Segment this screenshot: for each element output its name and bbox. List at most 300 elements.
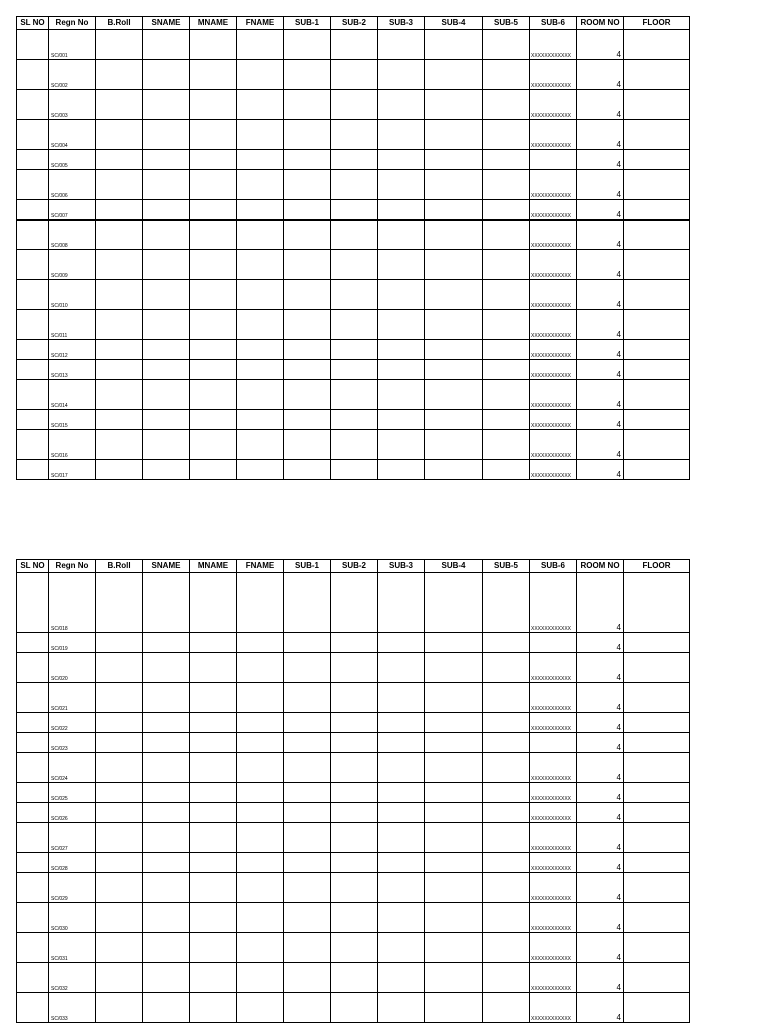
sub6-value: XXXXXXXXXXXX bbox=[531, 986, 572, 992]
cell-sub-2 bbox=[331, 150, 378, 170]
table-row bbox=[17, 653, 690, 683]
cell-mname bbox=[190, 733, 237, 753]
cell-b-roll bbox=[96, 823, 143, 853]
cell-fname bbox=[237, 633, 284, 653]
sub6-cell bbox=[530, 170, 577, 200]
cell-sub-2 bbox=[331, 993, 378, 1023]
cell-sub-3 bbox=[378, 250, 425, 280]
cell-sub-3 bbox=[378, 933, 425, 963]
cell-mname bbox=[190, 90, 237, 120]
cell-fname bbox=[237, 90, 284, 120]
sub6-value: XXXXXXXXXXXX bbox=[531, 423, 572, 429]
cell-fname bbox=[237, 933, 284, 963]
regn-no-cell: SC/016 bbox=[49, 430, 96, 460]
cell-sub-5 bbox=[483, 250, 530, 280]
cell-sub-1 bbox=[284, 573, 331, 633]
cell-sub-1 bbox=[284, 783, 331, 803]
cell-sub-2 bbox=[331, 803, 378, 823]
cell-floor bbox=[624, 823, 690, 853]
sub6-value: XXXXXXXXXXXX bbox=[531, 273, 572, 279]
cell-floor bbox=[624, 430, 690, 460]
cell-sub-4 bbox=[425, 633, 483, 653]
room-no-cell: 4 bbox=[577, 963, 624, 993]
col-header-sub-5: SUB-5 bbox=[483, 17, 530, 30]
table-row bbox=[17, 380, 690, 410]
table-row bbox=[17, 753, 690, 783]
cell-sl-no bbox=[17, 733, 49, 753]
cell-mname bbox=[190, 783, 237, 803]
sub6-cell bbox=[530, 430, 577, 460]
cell-floor bbox=[624, 963, 690, 993]
cell-sub-1 bbox=[284, 150, 331, 170]
cell-sub-3 bbox=[378, 310, 425, 340]
room-no-cell: 4 bbox=[577, 360, 624, 380]
table-row bbox=[17, 733, 690, 753]
sub6-cell bbox=[530, 963, 577, 993]
table-row bbox=[17, 200, 690, 220]
cell-fname bbox=[237, 753, 284, 783]
cell-sub-5 bbox=[483, 783, 530, 803]
cell-sub-2 bbox=[331, 200, 378, 220]
cell-sl-no bbox=[17, 903, 49, 933]
sub6-value: XXXXXXXXXXXX bbox=[531, 473, 572, 479]
cell-sl-no bbox=[17, 90, 49, 120]
cell-floor bbox=[624, 380, 690, 410]
cell-sub-2 bbox=[331, 310, 378, 340]
cell-sname bbox=[143, 410, 190, 430]
col-header-sub-3: SUB-3 bbox=[378, 17, 425, 30]
room-no-cell: 4 bbox=[577, 933, 624, 963]
cell-sl-no bbox=[17, 753, 49, 783]
table-row bbox=[17, 220, 690, 250]
cell-sname bbox=[143, 653, 190, 683]
cell-mname bbox=[190, 30, 237, 60]
cell-sub-4 bbox=[425, 90, 483, 120]
cell-sub-4 bbox=[425, 460, 483, 480]
sub6-cell bbox=[530, 573, 577, 633]
table-row bbox=[17, 853, 690, 873]
cell-fname bbox=[237, 430, 284, 460]
room-no-cell: 4 bbox=[577, 30, 624, 60]
cell-sub-1 bbox=[284, 963, 331, 993]
cell-sub-3 bbox=[378, 340, 425, 360]
cell-sub-3 bbox=[378, 280, 425, 310]
room-no-cell: 4 bbox=[577, 873, 624, 903]
room-no-cell: 4 bbox=[577, 460, 624, 480]
cell-sub-1 bbox=[284, 823, 331, 853]
header-row bbox=[17, 560, 690, 573]
table-row bbox=[17, 340, 690, 360]
student-table-1 bbox=[16, 16, 690, 480]
sub6-value: XXXXXXXXXXXX bbox=[531, 143, 572, 149]
cell-sl-no bbox=[17, 853, 49, 873]
sub6-cell bbox=[530, 853, 577, 873]
cell-mname bbox=[190, 903, 237, 933]
table-row bbox=[17, 823, 690, 853]
cell-mname bbox=[190, 280, 237, 310]
room-no-cell: 4 bbox=[577, 633, 624, 653]
room-no-cell: 4 bbox=[577, 993, 624, 1023]
regn-no-cell: SC/004 bbox=[49, 120, 96, 150]
cell-sl-no bbox=[17, 380, 49, 410]
cell-sub-3 bbox=[378, 993, 425, 1023]
cell-fname bbox=[237, 30, 284, 60]
cell-sl-no bbox=[17, 803, 49, 823]
cell-sub-3 bbox=[378, 963, 425, 993]
table-row bbox=[17, 90, 690, 120]
cell-sub-5 bbox=[483, 903, 530, 933]
cell-sub-2 bbox=[331, 633, 378, 653]
table-row bbox=[17, 783, 690, 803]
cell-sub-2 bbox=[331, 823, 378, 853]
cell-floor bbox=[624, 733, 690, 753]
cell-sub-3 bbox=[378, 60, 425, 90]
cell-sub-2 bbox=[331, 460, 378, 480]
cell-sub-5 bbox=[483, 90, 530, 120]
cell-b-roll bbox=[96, 220, 143, 250]
cell-sub-5 bbox=[483, 753, 530, 783]
cell-floor bbox=[624, 873, 690, 903]
cell-floor bbox=[624, 200, 690, 220]
cell-sl-no bbox=[17, 220, 49, 250]
cell-b-roll bbox=[96, 310, 143, 340]
cell-floor bbox=[624, 60, 690, 90]
cell-sub-4 bbox=[425, 993, 483, 1023]
sub6-cell bbox=[530, 903, 577, 933]
sub6-cell bbox=[530, 633, 577, 653]
cell-sl-no bbox=[17, 310, 49, 340]
cell-fname bbox=[237, 150, 284, 170]
room-no-cell: 4 bbox=[577, 783, 624, 803]
regn-no-cell: SC/031 bbox=[49, 933, 96, 963]
cell-sub-4 bbox=[425, 683, 483, 713]
cell-fname bbox=[237, 573, 284, 633]
cell-b-roll bbox=[96, 430, 143, 460]
regn-no-cell: SC/024 bbox=[49, 753, 96, 783]
room-no-cell: 4 bbox=[577, 200, 624, 220]
table-row bbox=[17, 170, 690, 200]
cell-fname bbox=[237, 733, 284, 753]
cell-sl-no bbox=[17, 633, 49, 653]
cell-b-roll bbox=[96, 380, 143, 410]
cell-sub-5 bbox=[483, 963, 530, 993]
cell-sub-2 bbox=[331, 60, 378, 90]
cell-sname bbox=[143, 733, 190, 753]
table-row bbox=[17, 713, 690, 733]
cell-sub-2 bbox=[331, 853, 378, 873]
cell-sname bbox=[143, 460, 190, 480]
cell-sub-3 bbox=[378, 653, 425, 683]
table-row bbox=[17, 903, 690, 933]
cell-sub-5 bbox=[483, 430, 530, 460]
table-row bbox=[17, 963, 690, 993]
table-row bbox=[17, 683, 690, 713]
cell-sub-1 bbox=[284, 903, 331, 933]
cell-b-roll bbox=[96, 683, 143, 713]
cell-sl-no bbox=[17, 823, 49, 853]
regn-no-cell: SC/013 bbox=[49, 360, 96, 380]
cell-sub-1 bbox=[284, 873, 331, 903]
cell-sub-3 bbox=[378, 853, 425, 873]
sub6-value: XXXXXXXXXXXX bbox=[531, 896, 572, 902]
cell-sub-4 bbox=[425, 963, 483, 993]
sub6-cell bbox=[530, 783, 577, 803]
col-header-sub-6: SUB-6 bbox=[530, 17, 577, 30]
cell-sub-1 bbox=[284, 993, 331, 1023]
cell-sub-2 bbox=[331, 90, 378, 120]
sub6-value: XXXXXXXXXXXX bbox=[531, 706, 572, 712]
table-row bbox=[17, 410, 690, 430]
col-header-sub-1: SUB-1 bbox=[284, 17, 331, 30]
cell-sub-4 bbox=[425, 250, 483, 280]
cell-sub-3 bbox=[378, 30, 425, 60]
cell-sub-2 bbox=[331, 380, 378, 410]
table-row bbox=[17, 873, 690, 903]
cell-b-roll bbox=[96, 873, 143, 903]
col-header-sub-4: SUB-4 bbox=[425, 17, 483, 30]
cell-sname bbox=[143, 823, 190, 853]
cell-sub-2 bbox=[331, 963, 378, 993]
sub6-value: XXXXXXXXXXXX bbox=[531, 53, 572, 59]
cell-floor bbox=[624, 903, 690, 933]
regn-no-cell: SC/020 bbox=[49, 653, 96, 683]
room-no-cell: 4 bbox=[577, 310, 624, 340]
cell-sub-5 bbox=[483, 653, 530, 683]
cell-sname bbox=[143, 903, 190, 933]
cell-floor bbox=[624, 170, 690, 200]
cell-sub-5 bbox=[483, 120, 530, 150]
cell-sname bbox=[143, 120, 190, 150]
cell-sub-2 bbox=[331, 120, 378, 150]
cell-b-roll bbox=[96, 573, 143, 633]
sub6-value: XXXXXXXXXXXX bbox=[531, 926, 572, 932]
room-no-cell: 4 bbox=[577, 150, 624, 170]
cell-sname bbox=[143, 573, 190, 633]
sub6-cell bbox=[530, 683, 577, 713]
cell-sub-2 bbox=[331, 250, 378, 280]
cell-floor bbox=[624, 993, 690, 1023]
regn-no-cell: SC/007 bbox=[49, 200, 96, 220]
regn-no-cell: SC/027 bbox=[49, 823, 96, 853]
cell-fname bbox=[237, 410, 284, 430]
col-header-sname: SNAME bbox=[143, 17, 190, 30]
cell-floor bbox=[624, 853, 690, 873]
cell-sub-4 bbox=[425, 30, 483, 60]
cell-sub-4 bbox=[425, 60, 483, 90]
cell-fname bbox=[237, 60, 284, 90]
sub6-cell bbox=[530, 460, 577, 480]
regn-no-cell: SC/022 bbox=[49, 713, 96, 733]
cell-mname bbox=[190, 993, 237, 1023]
col-header-floor: FLOOR bbox=[624, 560, 690, 573]
col-header-mname: MNAME bbox=[190, 560, 237, 573]
cell-sub-5 bbox=[483, 200, 530, 220]
sub6-value: XXXXXXXXXXXX bbox=[531, 243, 572, 249]
cell-floor bbox=[624, 30, 690, 60]
table-row bbox=[17, 633, 690, 653]
cell-sub-3 bbox=[378, 170, 425, 200]
cell-sub-2 bbox=[331, 783, 378, 803]
regn-no-cell: SC/028 bbox=[49, 853, 96, 873]
cell-sub-1 bbox=[284, 460, 331, 480]
cell-sub-1 bbox=[284, 30, 331, 60]
cell-sub-3 bbox=[378, 460, 425, 480]
room-no-cell: 4 bbox=[577, 653, 624, 683]
cell-b-roll bbox=[96, 633, 143, 653]
cell-sub-5 bbox=[483, 410, 530, 430]
regn-no-cell: SC/030 bbox=[49, 903, 96, 933]
cell-sl-no bbox=[17, 250, 49, 280]
cell-sub-3 bbox=[378, 683, 425, 713]
sub6-value: XXXXXXXXXXXX bbox=[531, 726, 572, 732]
cell-floor bbox=[624, 90, 690, 120]
cell-sub-5 bbox=[483, 170, 530, 200]
sub6-value: XXXXXXXXXXXX bbox=[531, 676, 572, 682]
sub6-cell bbox=[530, 30, 577, 60]
cell-sl-no bbox=[17, 783, 49, 803]
cell-sub-2 bbox=[331, 280, 378, 310]
cell-sub-1 bbox=[284, 853, 331, 873]
cell-sub-1 bbox=[284, 170, 331, 200]
cell-floor bbox=[624, 573, 690, 633]
cell-sub-1 bbox=[284, 90, 331, 120]
cell-sub-1 bbox=[284, 683, 331, 713]
regn-no-cell: SC/001 bbox=[49, 30, 96, 60]
col-header-regn-no: Regn No bbox=[49, 17, 96, 30]
cell-floor bbox=[624, 653, 690, 683]
regn-no-cell: SC/014 bbox=[49, 380, 96, 410]
cell-sname bbox=[143, 340, 190, 360]
cell-sname bbox=[143, 280, 190, 310]
cell-b-roll bbox=[96, 653, 143, 683]
cell-sub-3 bbox=[378, 713, 425, 733]
cell-sname bbox=[143, 783, 190, 803]
cell-mname bbox=[190, 410, 237, 430]
col-header-floor: FLOOR bbox=[624, 17, 690, 30]
regn-no-cell: SC/010 bbox=[49, 280, 96, 310]
cell-sub-5 bbox=[483, 150, 530, 170]
cell-mname bbox=[190, 933, 237, 963]
cell-mname bbox=[190, 753, 237, 783]
regn-no-cell: SC/033 bbox=[49, 993, 96, 1023]
cell-sub-3 bbox=[378, 733, 425, 753]
sub6-value: XXXXXXXXXXXX bbox=[531, 193, 572, 199]
regn-no-cell: SC/002 bbox=[49, 60, 96, 90]
regn-no-cell: SC/008 bbox=[49, 220, 96, 250]
cell-b-roll bbox=[96, 120, 143, 150]
cell-sub-1 bbox=[284, 803, 331, 823]
room-no-cell: 4 bbox=[577, 430, 624, 460]
sub6-value: XXXXXXXXXXXX bbox=[531, 212, 572, 219]
cell-sname bbox=[143, 250, 190, 280]
col-header-sub-1: SUB-1 bbox=[284, 560, 331, 573]
cell-fname bbox=[237, 803, 284, 823]
cell-sub-4 bbox=[425, 340, 483, 360]
cell-sub-3 bbox=[378, 823, 425, 853]
sub6-value: XXXXXXXXXXXX bbox=[531, 83, 572, 89]
room-no-cell: 4 bbox=[577, 803, 624, 823]
cell-b-roll bbox=[96, 933, 143, 963]
room-no-cell: 4 bbox=[577, 220, 624, 250]
room-no-cell: 4 bbox=[577, 120, 624, 150]
cell-sname bbox=[143, 873, 190, 903]
sub6-cell bbox=[530, 120, 577, 150]
cell-sl-no bbox=[17, 683, 49, 713]
sub6-value: XXXXXXXXXXXX bbox=[531, 453, 572, 459]
cell-fname bbox=[237, 873, 284, 903]
cell-sub-3 bbox=[378, 90, 425, 120]
sub6-cell bbox=[530, 653, 577, 683]
cell-b-roll bbox=[96, 733, 143, 753]
cell-sub-3 bbox=[378, 120, 425, 150]
col-header-sub-4: SUB-4 bbox=[425, 560, 483, 573]
cell-sub-5 bbox=[483, 733, 530, 753]
room-no-cell: 4 bbox=[577, 90, 624, 120]
cell-fname bbox=[237, 963, 284, 993]
cell-sub-3 bbox=[378, 783, 425, 803]
regn-no-cell: SC/012 bbox=[49, 340, 96, 360]
cell-floor bbox=[624, 460, 690, 480]
cell-mname bbox=[190, 823, 237, 853]
cell-mname bbox=[190, 310, 237, 340]
cell-sub-5 bbox=[483, 220, 530, 250]
col-header-room-no: ROOM NO bbox=[577, 560, 624, 573]
cell-sub-1 bbox=[284, 653, 331, 683]
cell-sub-4 bbox=[425, 120, 483, 150]
cell-fname bbox=[237, 713, 284, 733]
col-header-sl-no: SL NO bbox=[17, 17, 49, 30]
sub6-value: XXXXXXXXXXXX bbox=[531, 626, 572, 632]
cell-sname bbox=[143, 430, 190, 460]
cell-sub-3 bbox=[378, 220, 425, 250]
cell-floor bbox=[624, 150, 690, 170]
cell-sname bbox=[143, 380, 190, 410]
cell-sl-no bbox=[17, 713, 49, 733]
cell-sub-1 bbox=[284, 733, 331, 753]
cell-mname bbox=[190, 150, 237, 170]
cell-mname bbox=[190, 120, 237, 150]
sub6-cell bbox=[530, 360, 577, 380]
cell-sname bbox=[143, 753, 190, 783]
cell-floor bbox=[624, 120, 690, 150]
cell-mname bbox=[190, 220, 237, 250]
cell-fname bbox=[237, 653, 284, 683]
cell-b-roll bbox=[96, 90, 143, 120]
cell-sname bbox=[143, 993, 190, 1023]
cell-sl-no bbox=[17, 460, 49, 480]
cell-b-roll bbox=[96, 460, 143, 480]
col-header-b-roll: B.Roll bbox=[96, 560, 143, 573]
cell-sname bbox=[143, 933, 190, 963]
sub6-cell bbox=[530, 713, 577, 733]
cell-sub-5 bbox=[483, 713, 530, 733]
table-row bbox=[17, 30, 690, 60]
cell-mname bbox=[190, 460, 237, 480]
room-no-cell: 4 bbox=[577, 683, 624, 713]
cell-sl-no bbox=[17, 573, 49, 633]
room-no-cell: 4 bbox=[577, 823, 624, 853]
cell-sub-4 bbox=[425, 753, 483, 783]
cell-mname bbox=[190, 683, 237, 713]
cell-fname bbox=[237, 220, 284, 250]
cell-floor bbox=[624, 360, 690, 380]
cell-sub-3 bbox=[378, 360, 425, 380]
cell-sub-3 bbox=[378, 753, 425, 783]
cell-sub-4 bbox=[425, 430, 483, 460]
sub6-cell bbox=[530, 90, 577, 120]
cell-sname bbox=[143, 150, 190, 170]
cell-mname bbox=[190, 380, 237, 410]
